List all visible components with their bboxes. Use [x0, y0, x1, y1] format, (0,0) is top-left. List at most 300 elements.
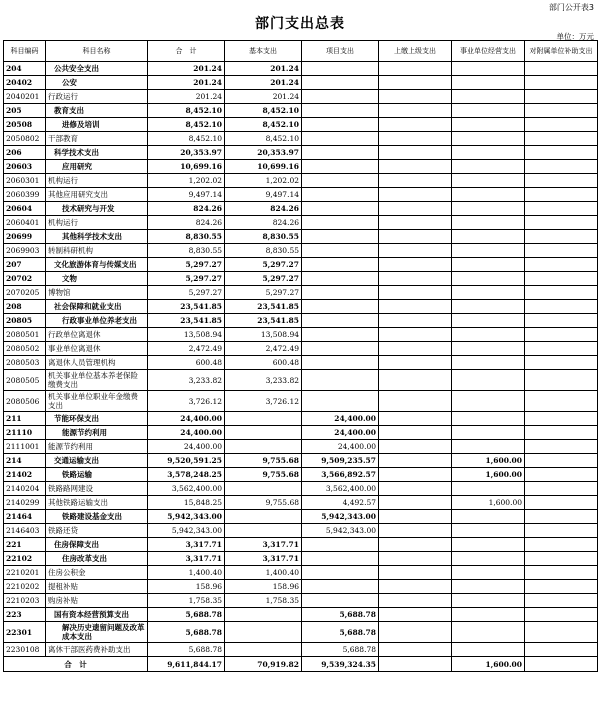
subject-code: 223 [4, 608, 46, 622]
amount-cell: 8,452.10 [148, 118, 225, 132]
amount-cell [452, 391, 525, 412]
table-row [4, 230, 598, 244]
table-row [4, 426, 598, 440]
amount-cell [452, 426, 525, 440]
amount-cell: 9,497.14 [148, 188, 225, 202]
subject-name: 铁路路网建设 [46, 482, 148, 496]
subject-name: 能源节约利用 [46, 426, 148, 440]
subject-name: 机构运行 [46, 216, 148, 230]
amount-cell [525, 188, 598, 202]
amount-cell: 5,688.78 [148, 643, 225, 657]
amount-cell [302, 342, 379, 356]
amount-cell [525, 286, 598, 300]
amount-cell: 13,508.94 [148, 328, 225, 342]
subject-code: 2080506 [4, 391, 46, 412]
amount-cell [379, 90, 452, 104]
total-cell: 9,611,844.17 [148, 657, 225, 672]
amount-cell [525, 104, 598, 118]
subject-name: 铁路运输 [46, 468, 148, 482]
amount-cell: 5,297.27 [225, 272, 302, 286]
amount-cell [525, 643, 598, 657]
total-row [4, 657, 598, 672]
amount-cell [302, 580, 379, 594]
total-cell [379, 657, 452, 672]
subject-code: 2080505 [4, 370, 46, 391]
amount-cell: 9,520,591.25 [148, 454, 225, 468]
subject-code: 2210201 [4, 566, 46, 580]
subject-code: 2060399 [4, 188, 46, 202]
header-cell: 基本支出 [225, 41, 302, 62]
subject-name: 行政单位离退休 [46, 328, 148, 342]
amount-cell [225, 426, 302, 440]
subject-code: 2140299 [4, 496, 46, 510]
table-row [4, 202, 598, 216]
table-row [4, 76, 598, 90]
amount-cell: 13,508.94 [225, 328, 302, 342]
subject-name: 节能环保支出 [46, 412, 148, 426]
amount-cell [379, 524, 452, 538]
subject-code: 2210203 [4, 594, 46, 608]
amount-cell: 3,578,248.25 [148, 468, 225, 482]
table-number-label: 部门公开表3 [548, 3, 594, 12]
table-row [4, 370, 598, 391]
subject-code: 20699 [4, 230, 46, 244]
amount-cell [525, 328, 598, 342]
amount-cell: 5,688.78 [302, 622, 379, 643]
header-row [4, 41, 598, 62]
amount-cell: 3,726.12 [225, 391, 302, 412]
amount-cell [302, 552, 379, 566]
amount-cell: 3,562,400.00 [302, 482, 379, 496]
amount-cell [379, 468, 452, 482]
subject-code: 2080501 [4, 328, 46, 342]
amount-cell: 5,297.27 [225, 286, 302, 300]
amount-cell [302, 328, 379, 342]
amount-cell: 24,400.00 [148, 426, 225, 440]
subject-name: 能源节约利用 [46, 440, 148, 454]
subject-code: 20805 [4, 314, 46, 328]
subject-name: 住房公积金 [46, 566, 148, 580]
amount-cell [302, 202, 379, 216]
table-row [4, 454, 598, 468]
subject-code: 20604 [4, 202, 46, 216]
amount-cell [525, 524, 598, 538]
subject-name: 行政运行 [46, 90, 148, 104]
amount-cell [225, 482, 302, 496]
amount-cell [525, 482, 598, 496]
amount-cell [525, 244, 598, 258]
subject-code: 2080503 [4, 356, 46, 370]
subject-name: 住房保障支出 [46, 538, 148, 552]
subject-name: 国有资本经营预算支出 [46, 608, 148, 622]
subject-name: 购房补贴 [46, 594, 148, 608]
amount-cell [302, 391, 379, 412]
table-row [4, 286, 598, 300]
subject-code: 2050802 [4, 132, 46, 146]
amount-cell [525, 272, 598, 286]
amount-cell [452, 356, 525, 370]
table-row [4, 258, 598, 272]
amount-cell: 20,353.97 [225, 146, 302, 160]
table-row [4, 566, 598, 580]
amount-cell: 10,699.16 [148, 160, 225, 174]
amount-cell: 24,400.00 [302, 426, 379, 440]
table-row [4, 328, 598, 342]
amount-cell [525, 426, 598, 440]
amount-cell [452, 202, 525, 216]
subject-name: 科学技术支出 [46, 146, 148, 160]
amount-cell [302, 258, 379, 272]
amount-cell [379, 643, 452, 657]
amount-cell [379, 286, 452, 300]
amount-cell: 23,541.85 [148, 300, 225, 314]
amount-cell [452, 482, 525, 496]
amount-cell [525, 566, 598, 580]
amount-cell: 5,688.78 [148, 608, 225, 622]
amount-cell [379, 580, 452, 594]
amount-cell: 8,830.55 [148, 244, 225, 258]
amount-cell [525, 202, 598, 216]
total-label: 合 计 [4, 657, 148, 672]
subject-name: 机关事业单位职业年金缴费支出 [46, 391, 148, 412]
amount-cell [379, 566, 452, 580]
amount-cell [452, 622, 525, 643]
amount-cell [452, 160, 525, 174]
amount-cell [452, 580, 525, 594]
amount-cell [302, 174, 379, 188]
amount-cell: 10,699.16 [225, 160, 302, 174]
amount-cell [525, 174, 598, 188]
table-row [4, 440, 598, 454]
amount-cell: 5,688.78 [302, 643, 379, 657]
subject-code: 221 [4, 538, 46, 552]
amount-cell: 5,942,343.00 [302, 510, 379, 524]
expenditure-table [3, 40, 598, 672]
table-row [4, 356, 598, 370]
table-row [4, 174, 598, 188]
table-row [4, 90, 598, 104]
header-cell: 科目编码 [4, 41, 46, 62]
amount-cell [525, 216, 598, 230]
amount-cell [525, 468, 598, 482]
amount-cell [302, 244, 379, 258]
total-cell: 1,600.00 [452, 657, 525, 672]
subject-code: 21110 [4, 426, 46, 440]
amount-cell: 24,400.00 [148, 412, 225, 426]
subject-name: 干部教育 [46, 132, 148, 146]
amount-cell: 24,400.00 [302, 440, 379, 454]
amount-cell [452, 76, 525, 90]
subject-code: 2070205 [4, 286, 46, 300]
amount-cell [379, 76, 452, 90]
subject-name: 交通运输支出 [46, 454, 148, 468]
amount-cell: 24,400.00 [148, 440, 225, 454]
amount-cell [525, 258, 598, 272]
subject-name: 机关事业单位基本养老保险缴费支出 [46, 370, 148, 391]
amount-cell [452, 608, 525, 622]
table-row [4, 622, 598, 643]
table-row [4, 188, 598, 202]
amount-cell [452, 132, 525, 146]
amount-cell: 3,233.82 [225, 370, 302, 391]
amount-cell [452, 272, 525, 286]
amount-cell [379, 538, 452, 552]
amount-cell [225, 524, 302, 538]
amount-cell [225, 643, 302, 657]
subject-code: 214 [4, 454, 46, 468]
amount-cell: 8,452.10 [148, 132, 225, 146]
amount-cell [452, 244, 525, 258]
amount-cell [225, 510, 302, 524]
subject-code: 208 [4, 300, 46, 314]
amount-cell: 201.24 [225, 90, 302, 104]
amount-cell [525, 132, 598, 146]
amount-cell [525, 440, 598, 454]
amount-cell [302, 286, 379, 300]
subject-code: 2111001 [4, 440, 46, 454]
amount-cell [452, 104, 525, 118]
subject-name: 离退休人员管理机构 [46, 356, 148, 370]
subject-code: 2146403 [4, 524, 46, 538]
amount-cell: 3,317.71 [225, 538, 302, 552]
amount-cell: 5,297.27 [148, 272, 225, 286]
amount-cell: 24,400.00 [302, 412, 379, 426]
header-cell: 项目支出 [302, 41, 379, 62]
amount-cell [379, 272, 452, 286]
amount-cell [302, 132, 379, 146]
subject-name: 文化旅游体育与传媒支出 [46, 258, 148, 272]
amount-cell [525, 510, 598, 524]
subject-name: 机构运行 [46, 174, 148, 188]
amount-cell [525, 552, 598, 566]
amount-cell [379, 370, 452, 391]
amount-cell [525, 356, 598, 370]
amount-cell [379, 496, 452, 510]
table-row [4, 580, 598, 594]
header-cell: 事业单位经营支出 [452, 41, 525, 62]
amount-cell [452, 174, 525, 188]
table-row [4, 160, 598, 174]
amount-cell: 3,566,892.57 [302, 468, 379, 482]
amount-cell [302, 538, 379, 552]
amount-cell [525, 496, 598, 510]
amount-cell: 3,317.71 [148, 552, 225, 566]
amount-cell [525, 538, 598, 552]
amount-cell [225, 608, 302, 622]
amount-cell: 158.96 [148, 580, 225, 594]
amount-cell [452, 300, 525, 314]
amount-cell [452, 216, 525, 230]
amount-cell [379, 622, 452, 643]
subject-name: 博物馆 [46, 286, 148, 300]
subject-name: 公共安全支出 [46, 62, 148, 76]
amount-cell: 201.24 [148, 90, 225, 104]
amount-cell [379, 356, 452, 370]
amount-cell [525, 146, 598, 160]
amount-cell [302, 356, 379, 370]
subject-name: 事业单位离退休 [46, 342, 148, 356]
subject-code: 207 [4, 258, 46, 272]
amount-cell: 23,541.85 [225, 314, 302, 328]
amount-cell [379, 510, 452, 524]
amount-cell [302, 90, 379, 104]
amount-cell [225, 412, 302, 426]
amount-cell: 3,562,400.00 [148, 482, 225, 496]
subject-code: 204 [4, 62, 46, 76]
amount-cell [379, 328, 452, 342]
page-title: 部门支出总表 [255, 16, 345, 32]
amount-cell [379, 426, 452, 440]
amount-cell [452, 188, 525, 202]
amount-cell: 23,541.85 [225, 300, 302, 314]
amount-cell: 158.96 [225, 580, 302, 594]
table-row [4, 552, 598, 566]
unit-label: 单位：万元 [556, 32, 594, 41]
subject-name: 行政事业单位养老支出 [46, 314, 148, 328]
amount-cell: 1,600.00 [452, 454, 525, 468]
subject-code: 206 [4, 146, 46, 160]
amount-cell: 3,317.71 [148, 538, 225, 552]
table-row [4, 391, 598, 412]
amount-cell: 201.24 [148, 62, 225, 76]
subject-name: 其他铁路运输支出 [46, 496, 148, 510]
table-row [4, 216, 598, 230]
amount-cell [525, 594, 598, 608]
subject-name: 铁路建设基金支出 [46, 510, 148, 524]
amount-cell: 15,848.25 [148, 496, 225, 510]
amount-cell [302, 272, 379, 286]
amount-cell [452, 230, 525, 244]
amount-cell [452, 90, 525, 104]
amount-cell: 600.48 [225, 356, 302, 370]
subject-code: 205 [4, 104, 46, 118]
amount-cell [452, 524, 525, 538]
amount-cell [379, 216, 452, 230]
amount-cell [302, 188, 379, 202]
amount-cell: 824.26 [225, 202, 302, 216]
amount-cell: 201.24 [225, 76, 302, 90]
amount-cell [525, 90, 598, 104]
header-cell: 科目名称 [46, 41, 148, 62]
amount-cell [379, 230, 452, 244]
amount-cell [302, 230, 379, 244]
amount-cell: 8,830.55 [225, 244, 302, 258]
subject-code: 20402 [4, 76, 46, 90]
amount-cell: 8,452.10 [225, 118, 302, 132]
total-cell [525, 657, 598, 672]
amount-cell [525, 342, 598, 356]
total-cell: 9,539,324.35 [302, 657, 379, 672]
amount-cell [379, 174, 452, 188]
subject-name: 离休干部医药费补助支出 [46, 643, 148, 657]
amount-cell [379, 608, 452, 622]
table-row [4, 62, 598, 76]
subject-name: 解决历史遗留问题及改革成本支出 [46, 622, 148, 643]
amount-cell [452, 594, 525, 608]
amount-cell [452, 538, 525, 552]
subject-code: 2230108 [4, 643, 46, 657]
subject-code: 21464 [4, 510, 46, 524]
amount-cell [302, 370, 379, 391]
table-row [4, 146, 598, 160]
amount-cell: 2,472.49 [225, 342, 302, 356]
amount-cell [379, 391, 452, 412]
amount-cell [525, 160, 598, 174]
amount-cell [379, 482, 452, 496]
amount-cell [452, 342, 525, 356]
amount-cell: 1,600.00 [452, 496, 525, 510]
subject-name: 住房改革支出 [46, 552, 148, 566]
amount-cell [379, 244, 452, 258]
amount-cell: 1,400.40 [148, 566, 225, 580]
table-row [4, 608, 598, 622]
amount-cell [379, 258, 452, 272]
amount-cell: 5,297.27 [148, 286, 225, 300]
amount-cell: 824.26 [148, 202, 225, 216]
amount-cell [225, 622, 302, 643]
amount-cell: 8,452.10 [225, 132, 302, 146]
subject-name: 其他科学技术支出 [46, 230, 148, 244]
amount-cell [525, 391, 598, 412]
subject-code: 2140204 [4, 482, 46, 496]
amount-cell [452, 62, 525, 76]
amount-cell [452, 440, 525, 454]
subject-code: 20603 [4, 160, 46, 174]
amount-cell [379, 314, 452, 328]
amount-cell [525, 580, 598, 594]
amount-cell [452, 412, 525, 426]
amount-cell [379, 594, 452, 608]
amount-cell: 5,297.27 [225, 258, 302, 272]
amount-cell [525, 454, 598, 468]
subject-code: 21402 [4, 468, 46, 482]
subject-name: 进修及培训 [46, 118, 148, 132]
table-row [4, 412, 598, 426]
amount-cell [525, 314, 598, 328]
subject-name: 提租补贴 [46, 580, 148, 594]
amount-cell: 5,942,343.00 [148, 524, 225, 538]
table-row [4, 118, 598, 132]
amount-cell: 5,297.27 [148, 258, 225, 272]
amount-cell: 824.26 [225, 216, 302, 230]
subject-code: 22102 [4, 552, 46, 566]
amount-cell [379, 412, 452, 426]
amount-cell: 4,492.57 [302, 496, 379, 510]
subject-name: 应用研究 [46, 160, 148, 174]
amount-cell: 1,600.00 [452, 468, 525, 482]
amount-cell [379, 104, 452, 118]
amount-cell [379, 342, 452, 356]
header-cell: 对附属单位补助支出 [525, 41, 598, 62]
amount-cell [452, 552, 525, 566]
amount-cell: 8,452.10 [225, 104, 302, 118]
amount-cell [302, 62, 379, 76]
subject-name: 铁路还贷 [46, 524, 148, 538]
amount-cell: 1,202.02 [148, 174, 225, 188]
amount-cell: 9,755.68 [225, 496, 302, 510]
table-row [4, 104, 598, 118]
subject-code: 211 [4, 412, 46, 426]
amount-cell: 8,830.55 [225, 230, 302, 244]
amount-cell [452, 146, 525, 160]
amount-cell [302, 594, 379, 608]
amount-cell [379, 300, 452, 314]
amount-cell [452, 566, 525, 580]
table-row [4, 482, 598, 496]
total-cell: 70,919.82 [225, 657, 302, 672]
subject-code: 2060301 [4, 174, 46, 188]
amount-cell: 20,353.97 [148, 146, 225, 160]
